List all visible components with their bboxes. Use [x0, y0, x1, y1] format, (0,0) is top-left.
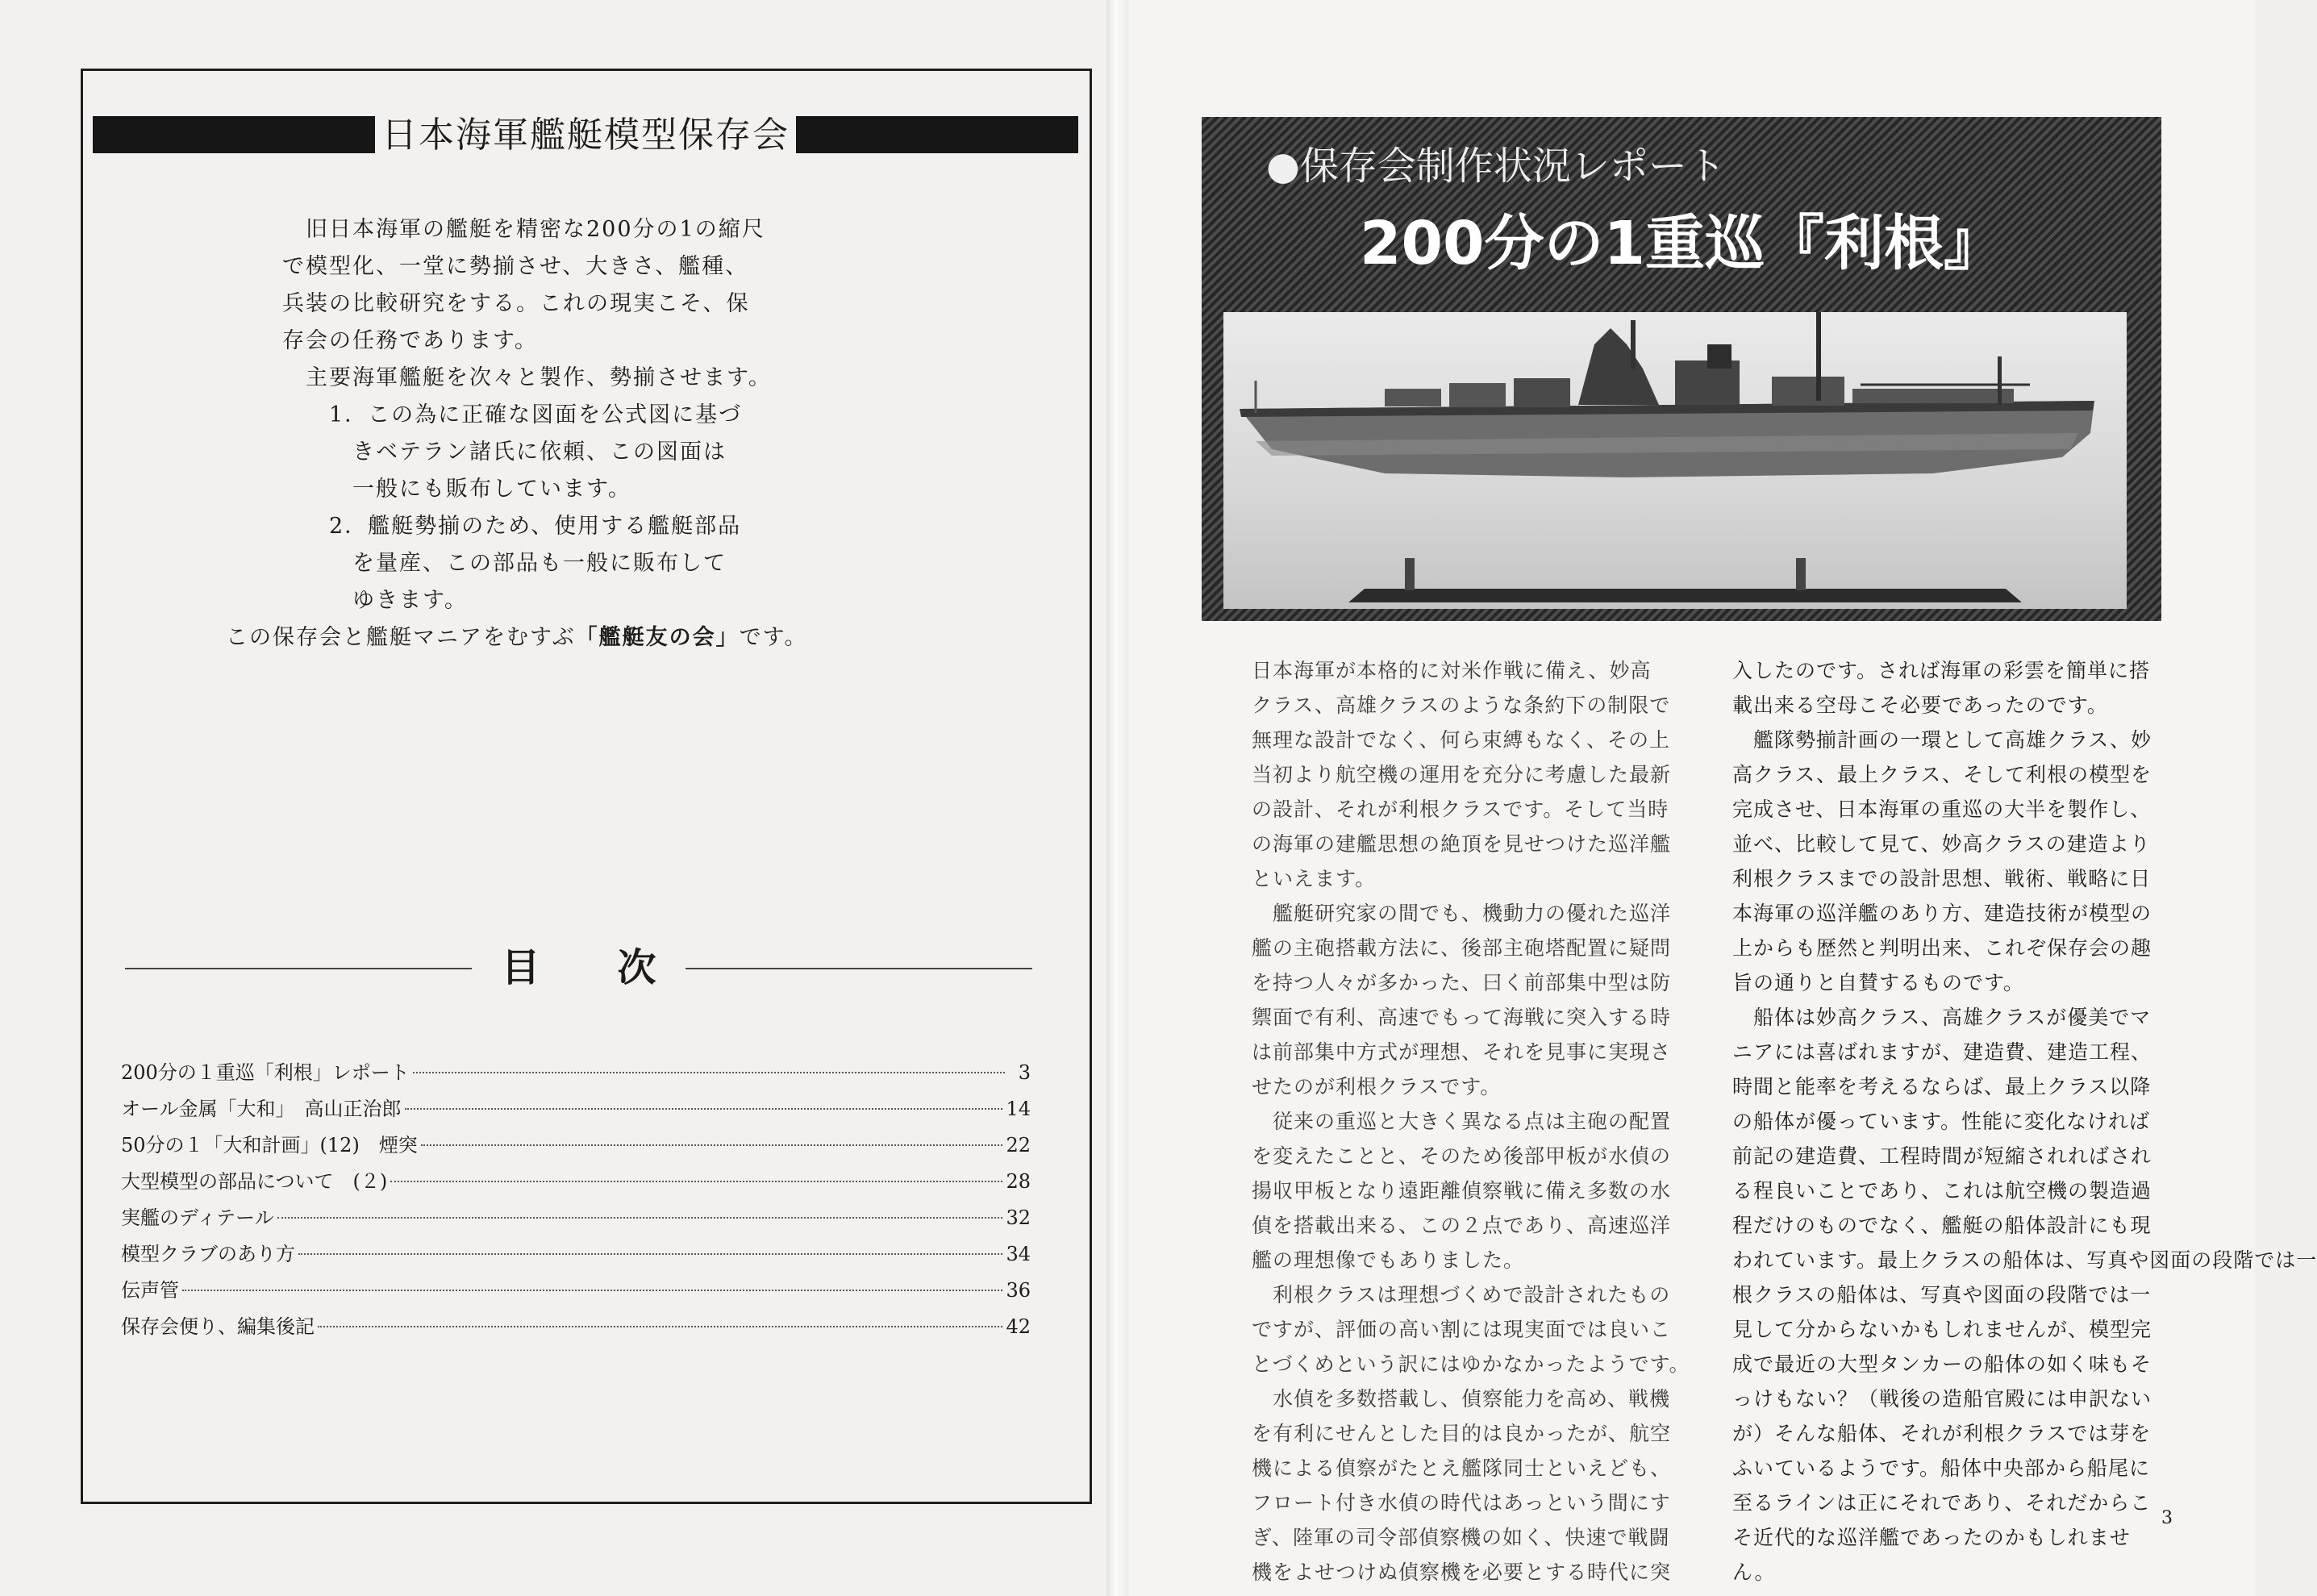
article-line: 時間と能率を考えるならば、最上クラス以降 — [1732, 1075, 2152, 1098]
article-line: われています。最上クラスの船体は、写真や図面の段階では一 — [1732, 1248, 2317, 1272]
toc-row — [121, 1200, 1031, 1236]
article-line: っけもない？（戦後の造船官殿には申訳ない — [1732, 1387, 2152, 1411]
toc-row — [121, 1273, 1031, 1309]
article-line: 完成させ、日本海軍の重巡の大半を製作し、 — [1732, 798, 2152, 821]
toc-row — [121, 1236, 1031, 1273]
toc-header — [125, 944, 1032, 992]
toc-leader-dots — [298, 1253, 1002, 1255]
toc-entry-label: 実艦のディテール — [121, 1206, 274, 1229]
article-line: 水偵を多数搭載し、偵察能力を高め、戦機 — [1252, 1387, 1671, 1411]
article-line: 見して分からないかもしれませんが、模型完 — [1732, 1318, 2152, 1341]
article-line: 載出来る空母こそ必要であったのです。 — [1732, 694, 2108, 717]
article-line: が）そんな船体、それが利根クラスでは芽を — [1732, 1422, 2152, 1445]
article-line: 機による偵察がたとえ艦隊同士といえども、 — [1252, 1456, 1672, 1480]
article-line: 至るラインは正にそれであり、それだからこ — [1732, 1491, 2152, 1515]
ship-model-photo — [1223, 312, 2127, 609]
article-line: ですが、評価の高い割には現実面では良いこ — [1252, 1318, 1672, 1341]
toc-entry-label: 伝声管 — [121, 1279, 179, 1302]
article-line: は前部集中方式が理想、それを見事に実現さ — [1252, 1040, 1672, 1064]
article-line: 本海軍の巡洋艦のあり方、建造技術が模型の — [1732, 902, 2152, 925]
toc-entry-page: 22 — [1006, 1134, 1031, 1156]
toc-leader-dots — [421, 1144, 1003, 1146]
intro-line: 1．この為に正確な図面を公式図に基づ — [282, 402, 743, 427]
intro-line: を量産、この部品も一般に販布して — [282, 551, 727, 576]
article-line: ん。 — [1732, 1561, 1776, 1584]
toc-entry-page: 14 — [1006, 1098, 1031, 1120]
book-gutter — [1106, 0, 1129, 1596]
article-line: 旨の通りと自賛するものです。 — [1732, 971, 2025, 994]
intro-line: 主要海軍艦艇を次々と製作、勢揃させます。 — [282, 365, 772, 390]
intro-line: で模型化、一堂に勢揃させ、大きさ、艦種、 — [282, 254, 749, 279]
article-line: 禦面で有利、高速でもって海戦に突入する時 — [1252, 1006, 1672, 1029]
article-line: 艦隊勢揃計画の一環として高雄クラス、妙 — [1732, 728, 2152, 752]
article-line: 艦の主砲搭載方法に、後部主砲塔配置に疑問 — [1252, 936, 1672, 960]
toc-leader-dots — [413, 1072, 1005, 1073]
article-line: 揚収甲板となり遠距離偵察戦に備え多数の水 — [1252, 1179, 1672, 1202]
article-line: ふいているようです。船体中央部から船尾に — [1732, 1456, 2151, 1480]
report-banner — [1202, 117, 2161, 621]
article-line: 成で最近の大型タンカーの船体の如く味もそ — [1732, 1352, 2152, 1376]
article-line: ぎ、陸軍の司令部偵察機の如く、快速で戦闘 — [1252, 1526, 1670, 1549]
toc-entry-page: 36 — [1006, 1279, 1031, 1302]
toc-leader-dots — [390, 1181, 1002, 1182]
intro-closing-text: この保存会と艦艇マニアをむすぶ — [226, 625, 576, 650]
article-line: 艦艇研究家の間でも、機動力の優れた巡洋 — [1252, 902, 1672, 925]
toc-leader-dots — [318, 1326, 1002, 1327]
toc-entry-page: 28 — [1006, 1170, 1031, 1193]
toc-entry-page: 34 — [1006, 1243, 1031, 1265]
article-line: の船体が優っています。性能に変化なければ — [1732, 1110, 2151, 1133]
article-line: そ近代的な巡洋艦であったのかもしれませ — [1732, 1526, 2131, 1549]
article-line: 上からも歴然と判明出来、これぞ保存会の趣 — [1732, 936, 2152, 960]
article-line: ニアには喜ばれますが、建造費、建造工程、 — [1732, 1040, 2152, 1064]
intro-closing-line — [226, 619, 992, 656]
article-line: 前記の建造費、工程時間が短縮されればされ — [1732, 1144, 2152, 1168]
toc-entry-page: 42 — [1006, 1315, 1031, 1338]
intro-line: 一般にも販布しています。 — [282, 477, 631, 502]
toc-entry-label: オール金属「大和」 高山正治郎 — [121, 1098, 402, 1120]
society-title-banner — [93, 115, 1078, 156]
article-line: 艦の理想像でもありました。 — [1252, 1248, 1525, 1272]
article-line: を変えたことと、そのため後部甲板が水偵の — [1252, 1144, 1672, 1168]
article-line: 当初より航空機の運用を充分に考慮した最新 — [1252, 763, 1672, 786]
intro-line: 旧日本海軍の艦艇を精密な200分の1の縮尺 — [282, 217, 765, 242]
article-line: の設計、それが利根クラスです。そして当時 — [1252, 798, 1669, 821]
article-line: といえます。 — [1252, 867, 1377, 890]
toc-row — [121, 1309, 1031, 1345]
article-line: 高クラス、最上クラス、そして利根の模型を — [1732, 763, 2152, 786]
toc-entry-label: 50分の１「大和計画」(12) 煙突 — [121, 1134, 418, 1156]
intro-line: 兵装の比較研究をする。これの現実こそ、保 — [282, 291, 750, 316]
society-title: 日本海軍艦艇模型保存会 — [375, 115, 796, 156]
intro-text — [226, 211, 992, 656]
toc-entry-label: 200分の１重巡「利根」レポート — [121, 1061, 410, 1084]
article-column-2 — [1732, 653, 2317, 1590]
toc-entry-page: 32 — [1006, 1206, 1031, 1229]
toc-row — [121, 1055, 1031, 1091]
article-line: 程だけのものでなく、艦艇の船体設計にも現 — [1732, 1214, 2152, 1237]
article-line: クラス、高雄クラスのような条約下の制限で — [1252, 694, 1671, 717]
page-number: 3 — [2161, 1508, 2173, 1528]
toc-entry-label: 大型模型の部品について (２) — [121, 1170, 388, 1193]
article-column-1 — [1252, 653, 1690, 1590]
article-line: を持つ人々が多かった、曰く前部集中型は防 — [1252, 971, 1672, 994]
toc-entry-page: 3 — [1018, 1061, 1031, 1084]
article-line: フロート付き水偵の時代はあっという間にす — [1252, 1491, 1671, 1515]
article-line: 入したのです。されば海軍の彩雲を簡単に搭 — [1732, 659, 2151, 682]
intro-line: きベテラン諸氏に依頼、この図面は — [282, 440, 727, 465]
article-line: せたのが利根クラスです。 — [1252, 1075, 1502, 1098]
cruiser-model-illustration — [1223, 312, 2127, 609]
article-line: を有利にせんとした目的は良かったが、航空 — [1252, 1422, 1672, 1445]
article-line: 船体は妙高クラス、高雄クラスが優美でマ — [1732, 1006, 2152, 1029]
toc-title: 目 次 — [501, 945, 656, 990]
club-name: 「艦艇友の会」 — [575, 625, 740, 650]
article-line: とづくめという訳にはゆかなかったようです。 — [1252, 1352, 1690, 1376]
article-line: 偵を搭載出来る、この２点であり、高速巡洋 — [1252, 1214, 1672, 1237]
left-page — [0, 0, 1106, 1596]
article-line: 従来の重巡と大きく異なる点は主砲の配置 — [1252, 1110, 1672, 1133]
article-line: 並べ、比較して見て、妙高クラスの建造より — [1732, 832, 2151, 856]
toc-row — [121, 1127, 1031, 1164]
article-line: 無理な設計でなく、何ら束縛もなく、その上 — [1252, 728, 1671, 752]
intro-closing-end: です。 — [739, 625, 808, 650]
toc-leader-dots — [405, 1108, 1003, 1110]
article-line: 根クラスの船体は、写真や図面の段階では一 — [1732, 1283, 2152, 1306]
toc-entry-label: 保存会便り、編集後記 — [121, 1315, 315, 1338]
banner-subtitle: ●保存会制作状況レポート — [1266, 144, 1726, 189]
article-line: 日本海軍が本格的に対米作戦に備え、妙高 — [1252, 659, 1652, 682]
intro-line: ゆきます。 — [282, 588, 468, 613]
toc-row — [121, 1164, 1031, 1200]
banner-title: 200分の1重巡『利根』 — [1360, 209, 2003, 278]
article-line: 利根クラスまでの設計思想、戦術、戦略に日 — [1732, 867, 2152, 890]
toc-row — [121, 1091, 1031, 1127]
toc-leader-dots — [277, 1217, 1003, 1219]
article-line: 機をよせつけぬ偵察機を必要とする時代に突 — [1252, 1561, 1672, 1584]
table-of-contents — [121, 1055, 1031, 1345]
article-line: る程良いことであり、これは航空機の製造過 — [1732, 1179, 2152, 1202]
intro-line: 2．艦艇勢揃のため、使用する艦艇部品 — [282, 514, 742, 539]
toc-leader-dots — [182, 1290, 1002, 1291]
intro-line: 存会の任務であります。 — [282, 328, 538, 353]
article-line: 利根クラスは理想づくめで設計されたもの — [1252, 1283, 1671, 1306]
toc-entry-label: 模型クラブのあり方 — [121, 1243, 295, 1265]
article-line: の海軍の建艦思想の絶頂を見せつけた巡洋艦 — [1252, 832, 1672, 856]
